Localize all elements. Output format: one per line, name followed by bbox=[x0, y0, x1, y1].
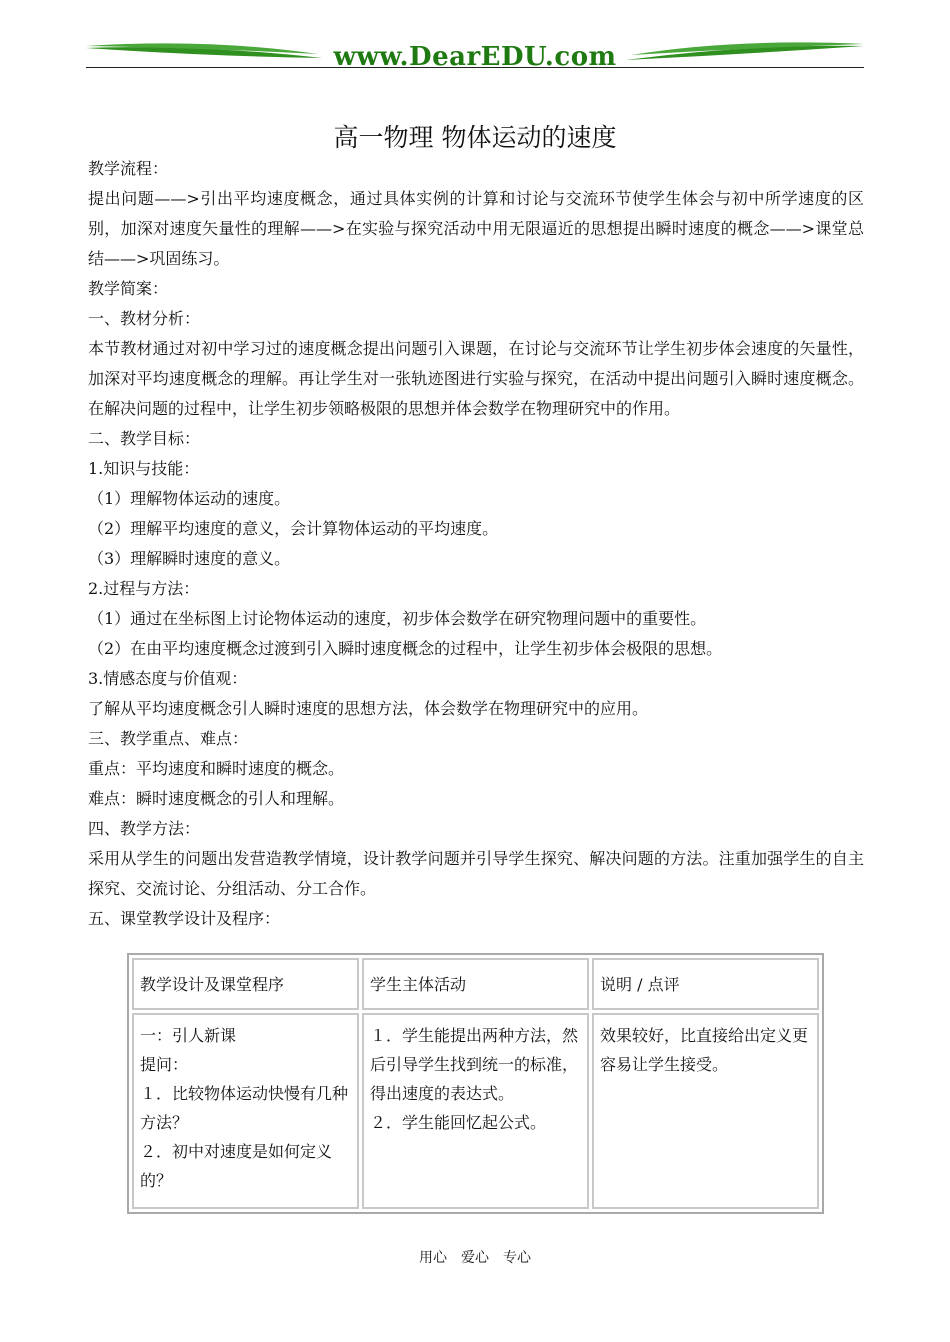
site-logo-text[interactable]: www.DearEDU.com bbox=[333, 42, 617, 72]
cell-line: ２．初中对速度是如何定义的？ bbox=[140, 1142, 333, 1190]
paragraph: （3）理解瞬时速度的意义。 bbox=[88, 549, 291, 568]
paragraph: 二、教学目标： bbox=[88, 429, 201, 448]
paragraph: 一、教材分析： bbox=[88, 309, 201, 328]
paragraph: 提出问题——>引出平均速度概念，通过具体实例的计算和讨论与交流环节使学生体会与初中所学速度的区别，加深对速度矢量性的理解——>在实验与探究活动中用无限逼近的思想提出瞬时速度的概念——>课堂总结——>巩固练习。 bbox=[88, 189, 864, 268]
paragraph: 四、教学方法： bbox=[88, 819, 201, 838]
paragraph: 3.情感态度与价值观： bbox=[88, 669, 248, 688]
lesson-plan-table bbox=[127, 953, 824, 1214]
paragraph: 三、教学重点、难点： bbox=[88, 729, 249, 748]
document-title: 高一物理 物体运动的速度 bbox=[333, 123, 617, 152]
table-cell-activity bbox=[362, 1013, 589, 1209]
cell-line: ２．学生能回忆起公式。 bbox=[370, 1113, 547, 1132]
paragraph: （1）理解物体运动的速度。 bbox=[88, 489, 291, 508]
table-cell-procedure bbox=[132, 1013, 359, 1209]
cell-line: 效果较好，比直接给出定义更容易让学生接受。 bbox=[600, 1026, 809, 1074]
paragraph: 2.过程与方法： bbox=[88, 579, 200, 598]
paragraph: 了解从平均速度概念引人瞬时速度的思想方法，体会数学在物理研究中的应用。 bbox=[88, 699, 649, 718]
paragraph: 采用从学生的问题出发营造教学情境，设计教学问题并引导学生探究、解决问题的方法。注重加强学生的自主探究、交流讨论、分组活动、分工合作。 bbox=[88, 849, 864, 898]
paragraph: （1）通过在坐标图上讨论物体运动的速度，初步体会数学在研究物理问题中的重要性。 bbox=[88, 609, 707, 628]
paragraph: 教学流程： bbox=[88, 159, 169, 178]
paragraph: 重点：平均速度和瞬时速度的概念。 bbox=[88, 759, 345, 778]
paragraph: 本节教材通过对初中学习过的速度概念提出问题引入课题，在讨论与交流环节让学生初步体会速度的矢量性，加深对平均速度概念的理解。再让学生对一张轨迹图进行实验与探究，在活动中提出问题引入瞬时速度概念。在解决问题的过程中，让学生初步领略极限的思想并体会数学在物理研究中的作用。 bbox=[88, 339, 864, 418]
paragraph: （2）理解平均速度的意义，会计算物体运动的平均速度。 bbox=[88, 519, 499, 538]
paragraph: 五、课堂教学设计及程序： bbox=[88, 909, 281, 928]
table-header-cell: 说明 / 点评 bbox=[592, 958, 819, 1010]
table-header-row bbox=[132, 958, 819, 1010]
header-divider bbox=[86, 67, 864, 68]
table-header-cell: 教学设计及课堂程序 bbox=[132, 958, 359, 1010]
table-cell-comment bbox=[592, 1013, 819, 1209]
table-header-cell: 学生主体活动 bbox=[362, 958, 589, 1010]
paragraph: 1.知识与技能： bbox=[88, 459, 200, 478]
page-footer: 用心 爱心 专心 bbox=[419, 1250, 531, 1266]
table-row bbox=[132, 1013, 819, 1209]
paragraph: 教学简案： bbox=[88, 279, 169, 298]
cell-line: １．学生能提出两种方法，然后引导学生找到统一的标准，得出速度的表达式。 bbox=[370, 1026, 579, 1103]
cell-line: 一：引人新课 bbox=[140, 1026, 237, 1045]
cell-line: １．比较物体运动快慢有几种方法？ bbox=[140, 1084, 349, 1132]
paragraph: 难点：瞬时速度概念的引人和理解。 bbox=[88, 789, 345, 808]
document-body bbox=[88, 154, 864, 934]
cell-line: 提问： bbox=[140, 1055, 189, 1074]
paragraph: （2）在由平均速度概念过渡到引入瞬时速度概念的过程中，让学生初步体会极限的思想。 bbox=[88, 639, 723, 658]
